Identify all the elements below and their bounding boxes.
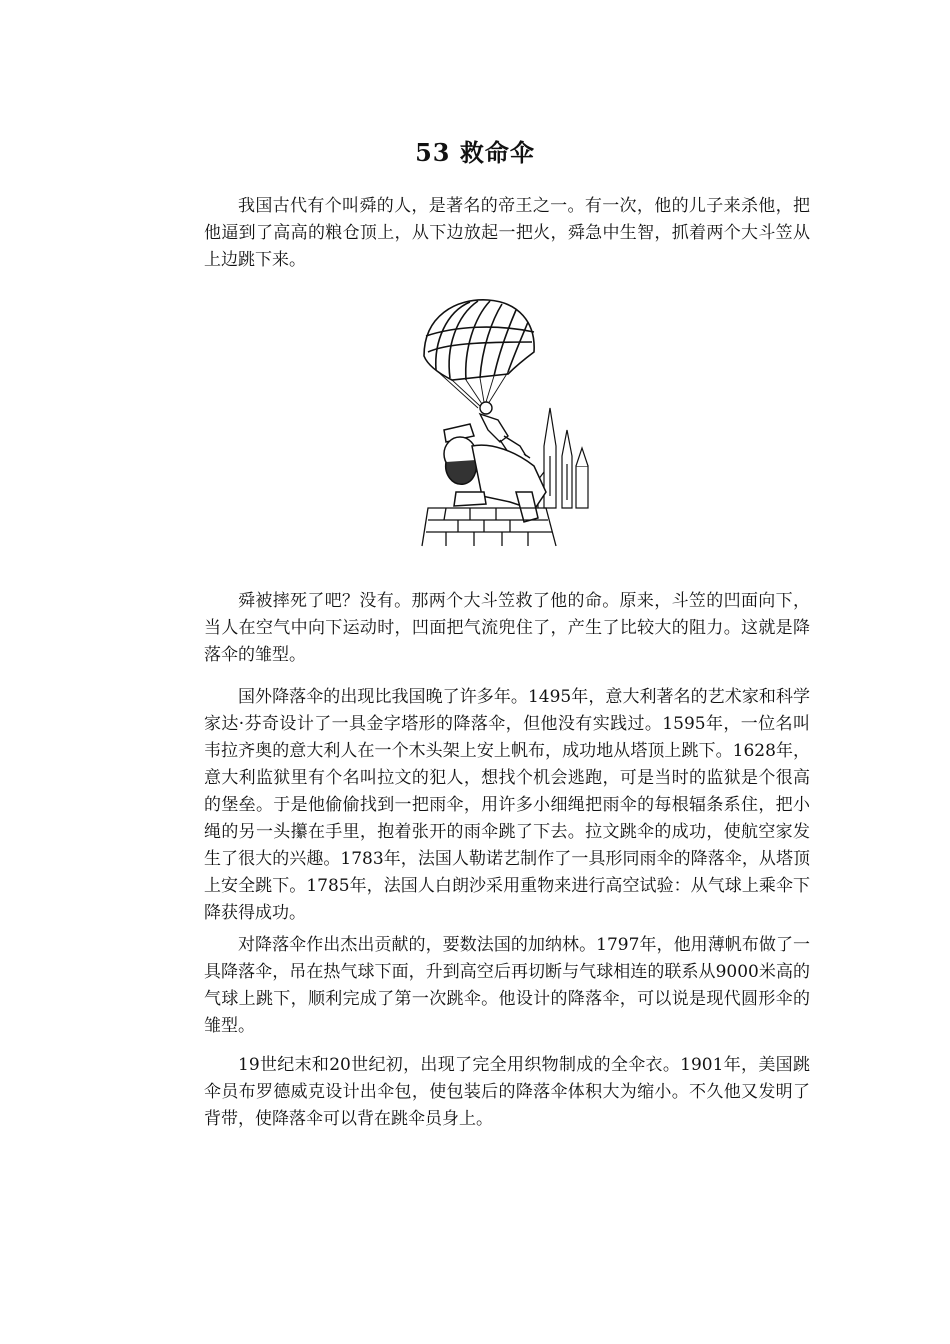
canopy bbox=[424, 300, 534, 380]
paragraph-4: 对降落伞作出杰出贡献的，要数法国的加纳林。1797年，他用薄帆布做了一具降落伞，吊在热气球下面，升到高空后再切断与气球相连的联系从9000米高的气球上跳下，顺利完成了第一次跳伞。他设计的降落伞，可以说是现代圆形伞的雏型。 bbox=[204, 935, 810, 1036]
parachute-drawing bbox=[416, 296, 596, 548]
page-title: 53 救命伞 bbox=[415, 138, 535, 167]
man-on-wall bbox=[444, 424, 546, 522]
parachute-illustration bbox=[416, 296, 596, 548]
paragraph-2: 舜被摔死了吧？没有。那两个大斗笠救了他的命。原来，斗笠的凹面向下，当人在空气中向下运动时，凹面把气流兜住了，产生了比较大的阻力。这就是降落伞的雏型。 bbox=[204, 591, 810, 665]
paragraph-5: 19世纪末和20世纪初，出现了完全用织物制成的全伞衣。1901年，美国跳伞员布罗德威克设计出伞包，使包装后的降落伞体积大为缩小。不久他又发明了背带，使降落伞可以背在跳伞员身上。 bbox=[204, 1055, 810, 1129]
paragraph-3: 国外降落伞的出现比我国晚了许多年。1495年，意大利著名的艺术家和科学家达·芬奇设计了一具金字塔形的降落伞，但他没有实践过。1595年，一位名叫韦拉齐奥的意大利人在一个木头架上安上帆布，成功地从塔顶上跳下。1628年，意大利监狱里有个名叫拉文的犯人，想找个机会逃跑，可是当时的监狱是个很高的堡垒。于是他偷偷找到一把雨伞，用许多小细绳把雨伞的每根辐条系住，把小绳的另一头攥在手里，抱着张开的雨伞跳了下去。拉文跳伞的成功，使航空家发生了很大的兴趣。1783年，法国人勒诺艺制作了一具形同雨伞的降落伞，从塔顶上安全跳下。1785年，法国人白朗沙采用重物来进行高空试验：从气球上乘伞下降获得成功。 bbox=[204, 687, 810, 923]
paragraph-1: 我国古代有个叫舜的人，是著名的帝王之一。有一次，他的儿子来杀他，把他逼到了高高的粮仓顶上，从下边放起一把火，舜急中生智，抓着两个大斗笠从上边跳下来。 bbox=[204, 196, 810, 270]
